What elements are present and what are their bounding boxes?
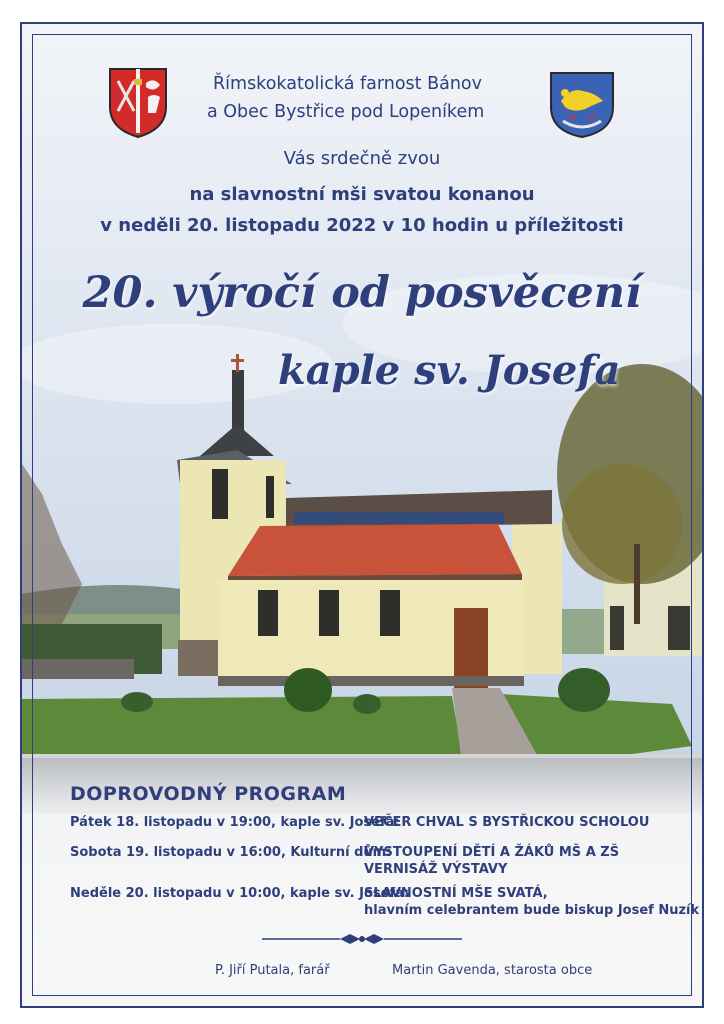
signature-mayor: Martin Gavenda, starosta obce (392, 963, 593, 978)
program-item-2-note: VERNISÁŽ VÝSTAVY (364, 862, 508, 877)
event-line-2: v neděli 20. listopadu 2022 v 10 hodin u příležitosti (100, 215, 624, 236)
main-subtitle: kaple sv. Josefa (278, 347, 621, 394)
chapel-photo (22, 24, 704, 1008)
ornament-divider-icon (262, 930, 462, 948)
event-line-1: na slavnostní mši svatou konanou (189, 184, 535, 205)
organizer-village: a Obec Bystřice pod Lopeníkem (207, 102, 485, 122)
village-coat-of-arms-icon (549, 71, 615, 139)
program-item-3-what: SLAVNOSTNÍ MŠE SVATÁ, (364, 886, 548, 901)
program-heading: DOPROVODNÝ PROGRAM (70, 783, 347, 805)
program-item-3-when: Neděle 20. listopadu v 10:00, kaple sv. Josefa: (70, 886, 410, 901)
program-item-3-note: hlavním celebrantem bude biskup Josef Nuzík (364, 903, 700, 918)
program-item-2-when: Sobota 19. listopadu v 16:00, Kulturní dům: (70, 845, 392, 860)
main-title: 20. výročí od posvěcení (82, 268, 642, 318)
poster-frame (20, 22, 704, 1008)
organizer-parish: Římskokatolická farnost Bánov (213, 74, 482, 94)
program-item-1-what: VEČER CHVAL S BYSTŘICKOU SCHOLOU (364, 815, 650, 830)
program-item-2-what: VYSTOUPENÍ DĚTÍ A ŽÁKŮ MŠ A ZŠ (364, 845, 620, 860)
signature-priest: P. Jiří Putala, farář (215, 963, 330, 978)
invitation-text: Vás srdečně zvou (283, 148, 441, 169)
parish-coat-of-arms-icon (108, 67, 168, 139)
program-item-1-when: Pátek 18. listopadu v 19:00, kaple sv. Josefa: (70, 815, 400, 830)
